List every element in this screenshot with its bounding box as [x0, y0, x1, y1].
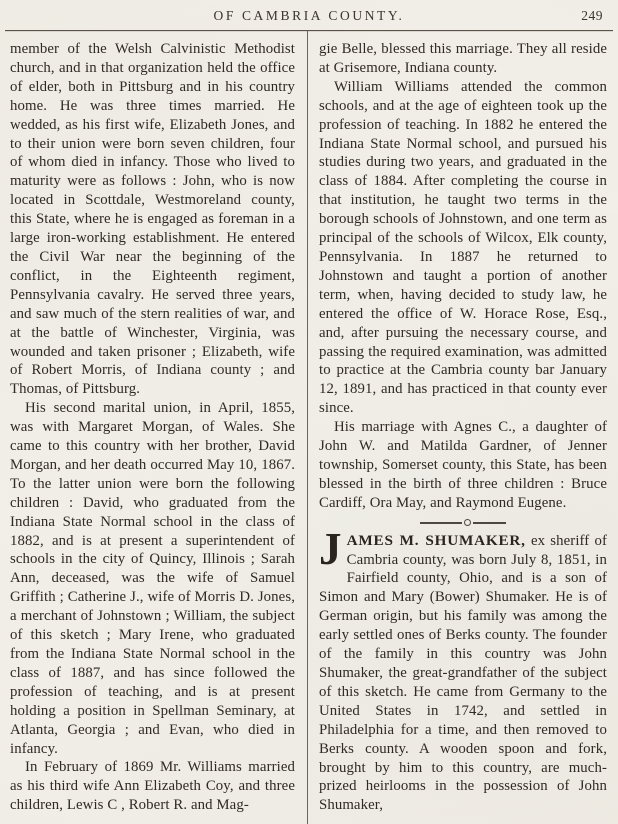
column-divider-rule: [307, 31, 308, 824]
left-column: [10, 31, 295, 824]
text-columns: [0, 31, 618, 824]
right-column: [319, 31, 607, 824]
paragraph: His second marital union, in April, 1855, was with Margaret Morgan, of Wales. She came to this country with her brother, David Morgan, and her death occurred May 10, 1867. To the latter union were born the following children : David, who graduated from the Indiana State Normal school in the class of 1882, and is at present a superintendent of schools in the city of Quincy, Illinois ; Sarah Ann, deceased, was the wife of Samuel Griffith ; Catherine J., wife of Morris D. Jones, a merchant of Johnstown ; William, the subject of this sketch ; Mary Irene, who graduated from the Indiana State Normal school in the class of 1887, and has since followed the profession of teaching, and is at present holding a position in Spellman Seminary, at Atlanta, Georgia ; and Evan, who died in infancy.: [10, 400, 295, 757]
entry-paragraph: [319, 523, 607, 816]
divider-circle-ornament-icon: [464, 519, 471, 526]
page-number: 249: [581, 8, 603, 23]
paragraph: William Williams attended the common schools, and at the age of eighteen took up the profession of teaching. In 1882 he entered the Indiana State Normal school, and pursued his studies during two years, and graduated in the class of 1884. After completing the course in that institution, he taught two terms in the borough schools of Johnstown, and one term as principal of the schools of Wilcox, Elk county, Pennsylvania. In 1887 he returned to Johnstown and taught a portion of another term, when, having decided to study law, he entered the office of W. Horace Rose, Esq., and, after pursuing the necessary course, and passing the required examination, was admitted to practice at the Cambria county bar January 12, 1891, and has practiced in that county ever since.: [319, 78, 607, 417]
divider-line: [420, 522, 462, 524]
paragraph: His marriage with Agnes C., a daughter of John W. and Matilda Gardner, of Jenner township, Somerset county, this State, has been blessed in the birth of three children : Bruce Cardiff, Ora May, and Raymond Eugene.: [319, 419, 607, 511]
entry-text: ex sheriff of Cambria county, was born July 8, 1851, in Fairfield county, Ohio, and is a son of Simon and Mary (Bower) Shumaker. He is of German origin, but his family was among the early settled ones of Berks county. The founder of the family in this country was John Shumaker, the great-grandfather of the subject of this sketch. He came from Germany to the United States in 1742, and settled in Philadelphia for a time, and then removed to Berks county. A wooden spoon and fork, brought by him to this country, are much-prized heirlooms in the possession of John Shumaker,: [319, 532, 607, 814]
entry-name: AMES M. SHUMAKER,: [346, 531, 526, 549]
page-header: [0, 0, 618, 30]
divider-line: [473, 522, 506, 524]
paragraph: gie Belle, blessed this marriage. They all reside at Grisemore, Indiana county.: [319, 41, 607, 76]
paragraph: member of the Welsh Calvinistic Methodist church, and in that organization held the office of elder, both in Pittsburg and in his country home. He was three times married. He wedded, as his first wife, Elizabeth Jones, and to their union were born seven children, four of whom died in infancy. Those who lived to maturity were as follows : John, who is now located in Scottdale, Westmoreland county, this State, where he is engaged as foreman in a large iron-working establishment. He entered the Civil War near the beginning of the conflict, in the Eighteenth regiment, Pennsylvania cavalry. He served three years, and saw much of the stern realities of war, and at the battle of Winchester, Virginia, was wounded and taken prisoner ; Elizabeth, wife of Robert Morris, of Indiana county ; and Thomas, of Pittsburg.: [10, 41, 295, 398]
running-title: OF CAMBRIA COUNTY.: [213, 8, 405, 23]
drop-cap: J: [319, 523, 342, 574]
section-divider: [319, 516, 607, 530]
paragraph: In February of 1869 Mr. Williams married as his third wife Ann Elizabeth Coy, and three children, Lewis C , Robert R. and Mag-: [10, 759, 295, 814]
